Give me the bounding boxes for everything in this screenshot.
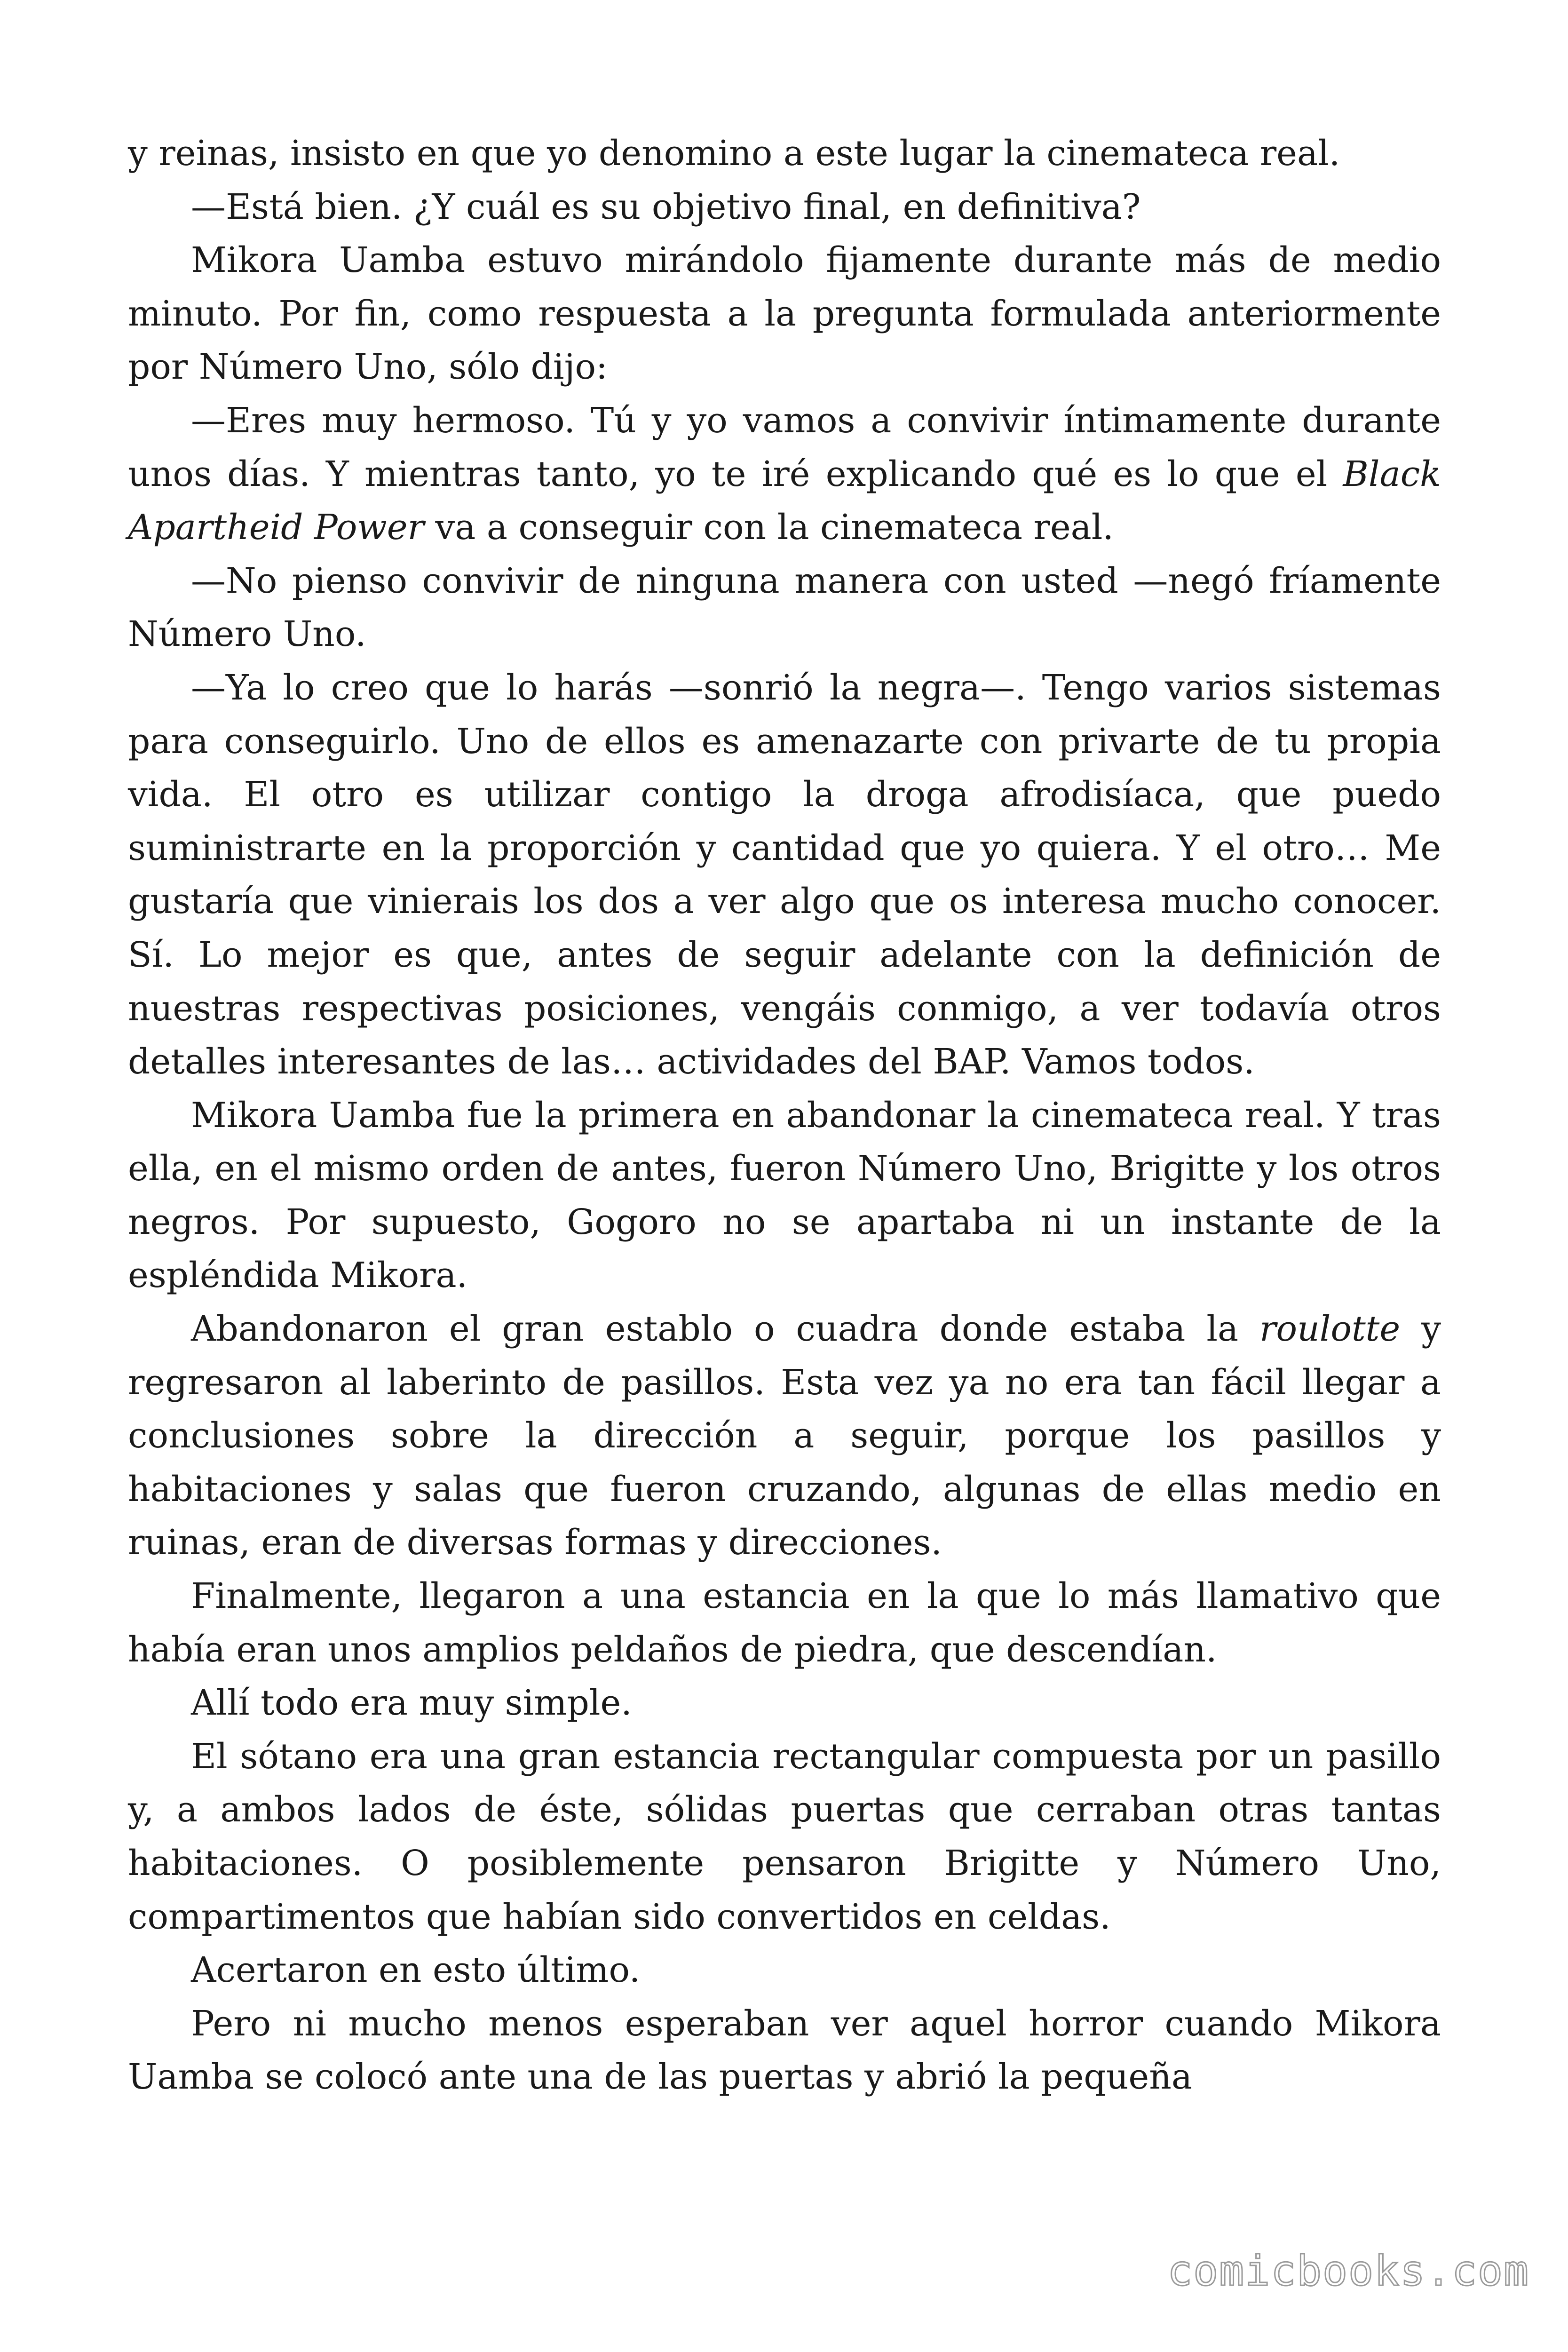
paragraph: Mikora Uamba estuvo mirándolo fijamente durante más de medio minuto. Por fin, como respuesta a la pregunta formulada anteriormente por Número Uno, sólo dijo: [128,240,1441,388]
paragraph: Allí todo era muy simple. [191,1683,632,1724]
paragraph: —No pienso convivir de ninguna manera con usted —negó fríamente Número Uno. [128,560,1441,655]
paragraph: y reinas, insisto en que yo denomino a este lugar la cinemateca real. [128,133,1340,174]
paragraph: Pero ni mucho menos esperaban ver aquel horror cuando Mikora Uamba se colocó ante una de las puertas y abrió la pequeña [128,2003,1441,2098]
page-text-block [128,127,1441,2104]
paragraph: —Eres muy hermoso. Tú y yo vamos a convivir íntimamente durante unos días. Y mientras tanto, yo te iré explicando qué es lo que el Black Apartheid Power va a conseguir con la cinemateca real. [128,400,1441,548]
paragraph: —Está bien. ¿Y cuál es su objetivo final, en definitiva? [191,186,1141,227]
italic-text: Black Apartheid Power [128,453,1441,548]
paragraph: El sótano era una gran estancia rectangular compuesta por un pasillo y, a ambos lados de éste, sólidas puertas que cerraban otras tantas habitaciones. O posiblemente pensaron Brigitte y Número Uno, compartimentos que habían sido convertidos en celdas. [128,1736,1441,1937]
paragraph: Acertaron en esto último. [191,1950,641,1991]
italic-text: roulotte [1259,1309,1401,1350]
watermark-text: comicbooks.com [1167,2247,1529,2295]
paragraph: Mikora Uamba fue la primera en abandonar la cinemateca real. Y tras ella, en el mismo orden de antes, fueron Número Uno, Brigitte y los otros negros. Por supuesto, Gogoro no se apartaba ni un instante de la espléndida Mikora. [128,1095,1441,1296]
paragraph: —Ya lo creo que lo harás —sonrió la negra—. Tengo varios sistemas para conseguirlo. Uno de ellos es amenazarte con privarte de tu propia vida. El otro es utilizar contigo la droga afrodisíaca, que puedo suministrarte en la proporción y cantidad que yo quiera. Y el otro… Me gustaría que vinierais los dos a ver algo que os interesa mucho conocer. Sí. Lo mejor es que, antes de seguir adelante con la definición de nuestras respectivas posiciones, vengáis conmigo, a ver todavía otros detalles interesantes de las… actividades del BAP. Vamos todos. [128,667,1441,1082]
paragraph: Finalmente, llegaron a una estancia en la que lo más llamativo que había eran unos amplios peldaños de piedra, que descendían. [128,1576,1441,1670]
paragraph: Abandonaron el gran establo o cuadra donde estaba la roulotte y regresaron al laberinto de pasillos. Esta vez ya no era tan fácil llegar a conclusiones sobre la dirección a seguir, porque los pasillos y habitaciones y salas que fueron cruzando, algunas de ellas medio en ruinas, eran de diversas formas y direcciones. [128,1309,1441,1563]
